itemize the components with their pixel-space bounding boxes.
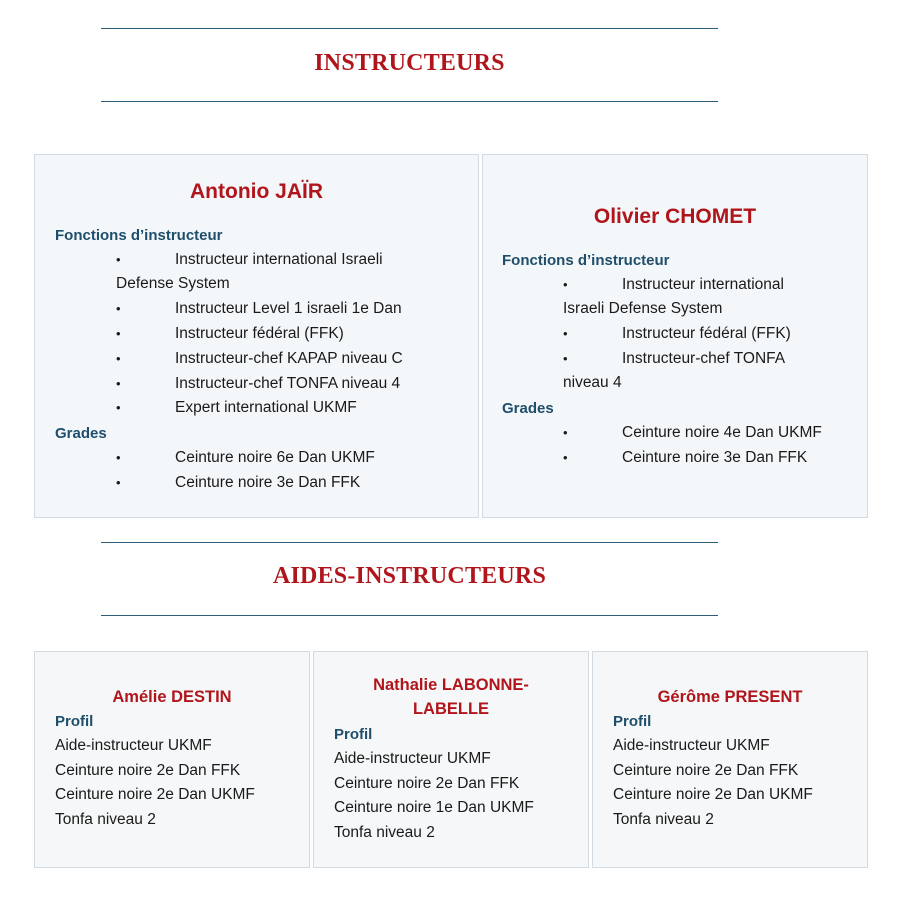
functions-heading: Fonctions d’instructeur bbox=[55, 227, 223, 244]
function-item-continued: niveau 4 bbox=[563, 374, 622, 391]
profile-line: Ceinture noire 2e Dan UKMF bbox=[613, 786, 813, 803]
function-item: Instructeur fédéral (FFK) bbox=[622, 325, 791, 342]
function-item: Instructeur-chef TONFA niveau 4 bbox=[175, 375, 401, 392]
function-item: Instructeur fédéral (FFK) bbox=[175, 325, 344, 342]
bullet bbox=[563, 425, 568, 440]
assistants-top-divider bbox=[101, 542, 718, 543]
profile-heading: Profil bbox=[613, 713, 652, 730]
assistant-card-amelie bbox=[34, 651, 310, 868]
profile-line: Ceinture noire 2e Dan UKMF bbox=[55, 786, 255, 803]
bullet bbox=[116, 450, 121, 465]
grade-item: Ceinture noire 3e Dan FFK bbox=[622, 449, 808, 466]
function-item: Instructeur-chef KAPAP niveau C bbox=[175, 350, 403, 367]
bullet bbox=[116, 252, 121, 267]
profile-line: Tonfa niveau 2 bbox=[55, 811, 156, 828]
bullet bbox=[116, 400, 121, 415]
assistant-name: Gérôme PRESENT bbox=[657, 688, 803, 706]
bullet bbox=[563, 326, 568, 341]
grade-item: Ceinture noire 4e Dan UKMF bbox=[622, 424, 822, 441]
assistant-name-line1: Nathalie LABONNE- bbox=[373, 676, 529, 694]
function-item: Instructeur Level 1 israeli 1e Dan bbox=[175, 300, 402, 317]
profile-line: Aide-instructeur UKMF bbox=[334, 750, 491, 767]
assistant-card-gerome bbox=[592, 651, 868, 868]
profile-heading: Profil bbox=[55, 713, 94, 730]
function-item: Expert international UKMF bbox=[175, 399, 357, 416]
instructors-title: INSTRUCTEURS bbox=[314, 50, 505, 76]
bullet bbox=[563, 277, 568, 292]
profile-line: Ceinture noire 1e Dan UKMF bbox=[334, 799, 534, 816]
profile-line: Ceinture noire 2e Dan FFK bbox=[55, 762, 241, 779]
profile-line: Aide-instructeur UKMF bbox=[613, 737, 770, 754]
profile-line: Ceinture noire 2e Dan FFK bbox=[334, 775, 520, 792]
grades-heading: Grades bbox=[502, 400, 554, 417]
instructor-name: Olivier CHOMET bbox=[593, 205, 757, 228]
bullet bbox=[116, 326, 121, 341]
instructors-divider bbox=[101, 101, 718, 102]
grade-item: Ceinture noire 3e Dan FFK bbox=[175, 474, 361, 491]
profile-line: Tonfa niveau 2 bbox=[334, 824, 435, 841]
function-item: Instructeur international Israeli bbox=[175, 251, 383, 268]
function-item-continued: Defense System bbox=[116, 275, 230, 292]
bullet bbox=[563, 450, 568, 465]
assistants-divider bbox=[101, 615, 718, 616]
grade-item: Ceinture noire 6e Dan UKMF bbox=[175, 449, 375, 466]
bullet bbox=[116, 301, 121, 316]
profile-heading: Profil bbox=[334, 726, 373, 743]
assistant-name: Amélie DESTIN bbox=[112, 688, 232, 706]
profile-line: Tonfa niveau 2 bbox=[613, 811, 714, 828]
functions-heading: Fonctions d’instructeur bbox=[502, 252, 670, 269]
assistant-name-line2: LABELLE bbox=[412, 700, 490, 718]
profile-line: Ceinture noire 2e Dan FFK bbox=[613, 762, 799, 779]
function-item-continued: Israeli Defense System bbox=[563, 300, 723, 317]
profile-line: Aide-instructeur UKMF bbox=[55, 737, 212, 754]
top-divider bbox=[101, 28, 718, 29]
bullet bbox=[116, 475, 121, 490]
grades-heading: Grades bbox=[55, 425, 107, 442]
function-item: Instructeur international bbox=[622, 276, 784, 293]
instructor-name: Antonio JAÏR bbox=[190, 180, 323, 203]
bullet bbox=[563, 351, 568, 366]
bullet bbox=[116, 376, 121, 391]
assistants-title: AIDES-INSTRUCTEURS bbox=[272, 563, 546, 589]
function-item: Instructeur-chef TONFA bbox=[622, 350, 786, 367]
bullet bbox=[116, 351, 121, 366]
